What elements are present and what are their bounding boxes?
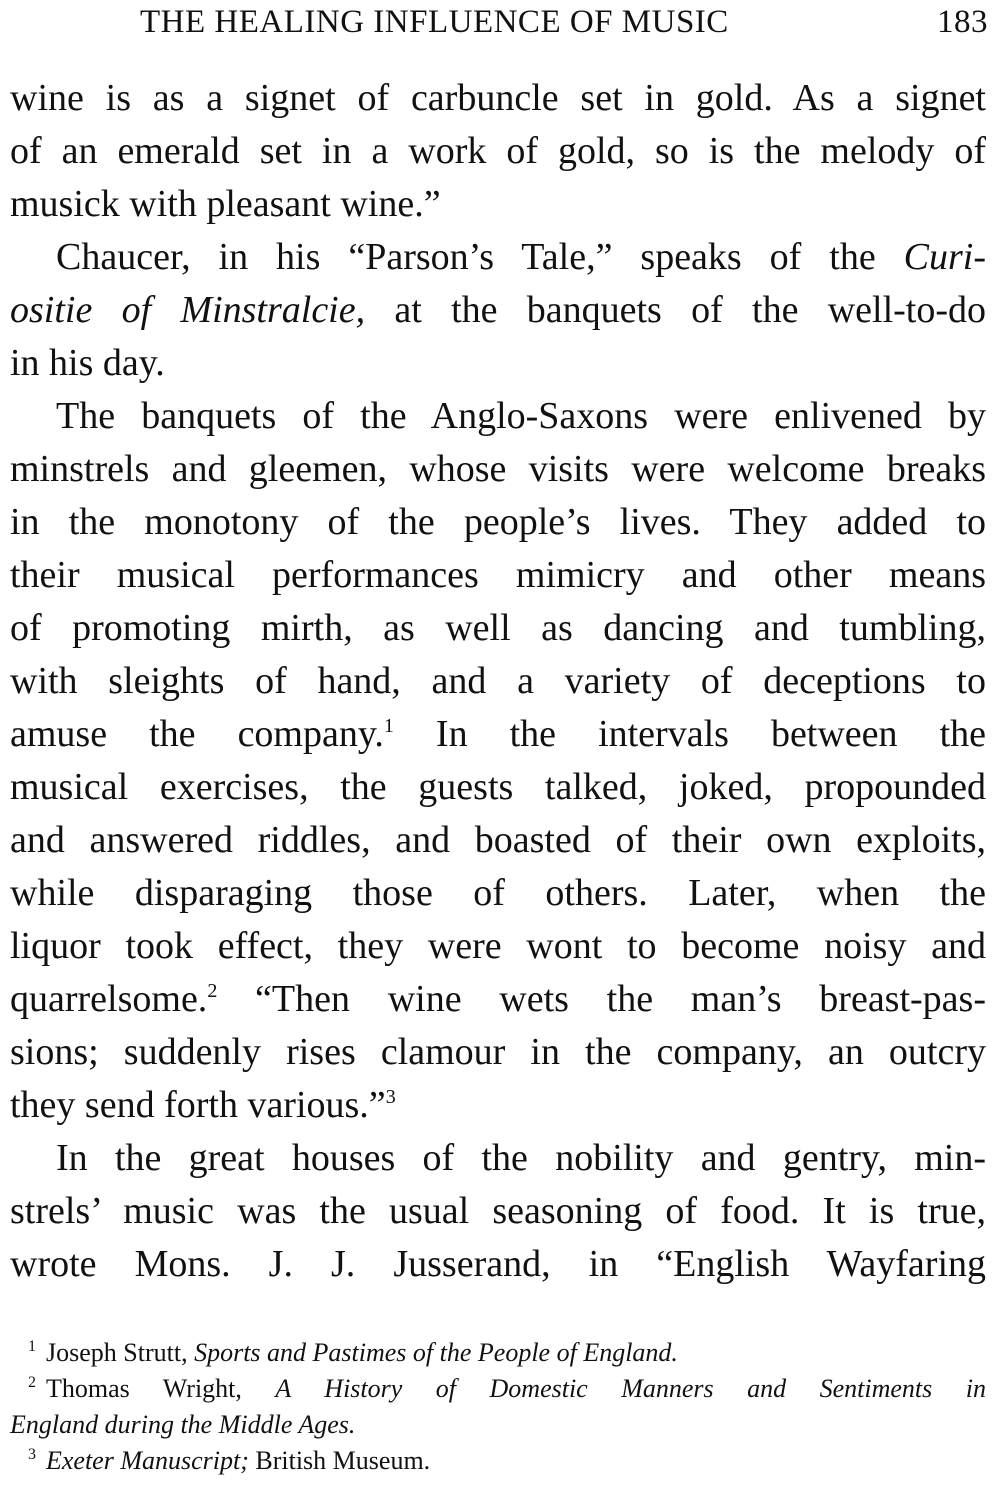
italic-text: Curi- xyxy=(903,236,986,278)
body-line: in the monotony of the people’s lives. They added to xyxy=(10,501,986,543)
body-line: of an emerald set in a work of gold, so is the melody of xyxy=(10,130,986,172)
body-line: in his day. xyxy=(10,342,165,384)
footnote-marker: 1 xyxy=(383,715,394,737)
footnote-line xyxy=(10,1407,986,1443)
footnote-marker: 3 xyxy=(385,1086,396,1108)
body-line: strels’ music was the usual seasoning of food. It is true, xyxy=(10,1190,986,1232)
body-line: of promoting mirth, as well as dancing and tumbling, xyxy=(10,607,986,649)
body-line: musick with pleasant wine.” xyxy=(10,183,441,225)
body-line: liquor took effect, they were wont to become noisy and xyxy=(10,925,986,967)
footnote-line xyxy=(10,1443,986,1479)
text-run: Chaucer, in his “Parson’s Tale,” speaks of the xyxy=(56,236,904,278)
footnote-marker: 1 xyxy=(28,1338,36,1355)
text-run: quarrelsome. xyxy=(10,978,208,1020)
footnote-line xyxy=(10,1371,986,1407)
italic-text: ositie of Minstralcie, xyxy=(10,289,366,331)
text-run: they send forth various.” xyxy=(10,1084,386,1126)
running-head: THE HEALING INFLUENCE OF MUSIC xyxy=(140,4,729,40)
body-line: sions; suddenly rises clamour in the company, an outcry xyxy=(10,1031,986,1073)
text-run: at the banquets of the well-to-do xyxy=(365,289,986,331)
footnote-marker: 2 xyxy=(207,980,218,1002)
body-line: minstrels and gleemen, whose visits were welcome breaks xyxy=(10,448,986,490)
footnote-marker: 3 xyxy=(28,1446,36,1463)
body-line: while disparaging those of others. Later, when the xyxy=(10,872,986,914)
italic-text: England during the Middle Ages. xyxy=(10,1410,356,1439)
page-header xyxy=(140,0,988,44)
text-run: Thomas Wright, xyxy=(46,1374,276,1403)
text-run: British Museum. xyxy=(248,1446,431,1475)
body-line xyxy=(10,708,986,761)
body-line: In the great houses of the nobility and gentry, min- xyxy=(56,1137,986,1179)
body-line: their musical performances mimicry and other means xyxy=(10,554,986,596)
body-line xyxy=(10,231,986,284)
body-line xyxy=(10,1079,986,1132)
body-line: and answered riddles, and boasted of their own exploits, xyxy=(10,819,986,861)
body-line: musical exercises, the guests talked, joked, propounded xyxy=(10,766,986,808)
page-number: 183 xyxy=(937,4,988,40)
body-line: with sleights of hand, and a variety of deceptions to xyxy=(10,660,986,702)
body-line: wine is as a signet of carbuncle set in gold. As a signet xyxy=(10,77,986,119)
footnotes xyxy=(10,1335,986,1479)
body-line xyxy=(10,284,986,337)
footnote-line xyxy=(10,1335,986,1371)
body-line: wrote Mons. J. J. Jusserand, in “English Wayfaring xyxy=(10,1243,986,1285)
text-run: “Then wine wets the man’s breast-pas- xyxy=(217,978,986,1020)
body-line: The banquets of the Anglo-Saxons were enlivened by xyxy=(56,395,986,437)
text-run: amuse the company. xyxy=(10,713,384,755)
italic-text: Sports and Pastimes of the People of England. xyxy=(194,1338,678,1367)
italic-text: A History of Domestic Manners and Sentiments in xyxy=(275,1374,986,1403)
footnote-marker: 2 xyxy=(28,1374,36,1391)
text-run: In the intervals between the xyxy=(393,713,986,755)
italic-text: Exeter Manuscript; xyxy=(46,1446,249,1475)
text-run: Joseph Strutt, xyxy=(46,1338,195,1367)
body-line xyxy=(10,973,986,1026)
body-text xyxy=(10,72,986,1291)
